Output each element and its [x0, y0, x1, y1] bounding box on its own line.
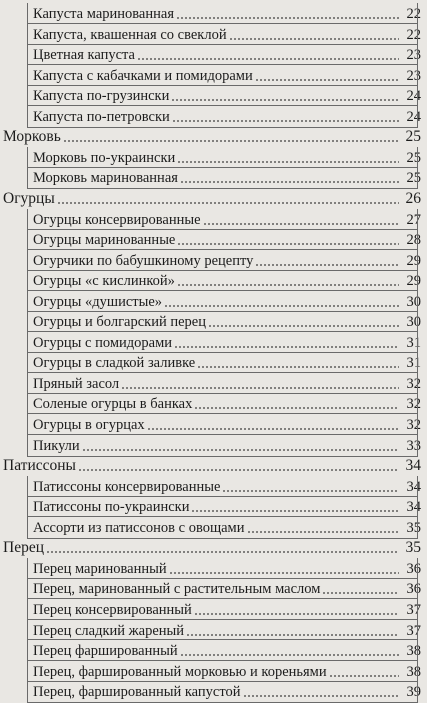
- toc-entry: [0, 639, 427, 659]
- page-number: 24: [406, 88, 421, 105]
- page-number: 34: [405, 457, 421, 475]
- page-number: 23: [406, 47, 421, 64]
- entry-title: Морковь маринованная: [33, 170, 178, 187]
- toc-entry: [0, 208, 427, 228]
- entry-title: Огурчики по бабушкиному рецепту: [33, 252, 254, 269]
- dot-leader: [46, 551, 399, 553]
- dot-leader: [203, 223, 399, 225]
- toc-entry: [0, 619, 427, 639]
- toc-section-entry: [0, 187, 427, 207]
- toc-entry: [0, 495, 427, 515]
- toc-entry: [0, 660, 427, 680]
- page-number: 27: [406, 211, 421, 228]
- dot-leader: [194, 407, 399, 409]
- dot-leader: [63, 140, 399, 142]
- toc-entry: [0, 310, 427, 330]
- toc-entry: [0, 64, 427, 84]
- page-number: 28: [406, 232, 421, 249]
- entry-title: Капуста с кабачками и помидорами: [33, 67, 253, 84]
- entry-title: Патиссоны: [3, 457, 76, 475]
- page-number: 26: [405, 189, 421, 207]
- entry-title: Капуста по-петровски: [33, 108, 170, 125]
- toc-entry: [0, 577, 427, 597]
- dot-leader: [78, 469, 399, 471]
- dot-leader: [229, 38, 399, 40]
- toc-entry: [0, 146, 427, 166]
- toc-entry: [0, 228, 427, 248]
- page-number: 29: [406, 273, 421, 290]
- page-number: 25: [406, 149, 421, 166]
- entry-title: Огурцы «душистые»: [33, 293, 163, 310]
- page-number: 23: [406, 67, 421, 84]
- entry-title: Перец: [3, 539, 44, 557]
- page-number: 37: [406, 601, 421, 618]
- dot-leader: [222, 490, 399, 492]
- toc-entry: [0, 249, 427, 269]
- page-number: 29: [406, 252, 421, 269]
- toc-entry: [0, 392, 427, 412]
- entry-title: Огурцы в сладкой заливке: [33, 355, 196, 372]
- dot-leader: [322, 592, 399, 594]
- dot-leader: [172, 120, 399, 122]
- page-number: 25: [406, 170, 421, 187]
- entry-title: Соленые огурцы в банках: [33, 396, 193, 413]
- page-number: 37: [406, 622, 421, 639]
- dot-leader: [191, 510, 399, 512]
- entry-title: Перец фаршированный: [33, 643, 178, 660]
- page-number: 31: [406, 355, 421, 372]
- dot-leader: [197, 366, 399, 368]
- toc-entry: [0, 516, 427, 536]
- toc-entry: [0, 105, 427, 125]
- dot-leader: [82, 449, 399, 451]
- entry-title: Огурцы с помидорами: [33, 334, 173, 351]
- toc-entry: [0, 269, 427, 289]
- dot-leader: [243, 695, 399, 697]
- toc-entry: [0, 43, 427, 63]
- dot-leader: [171, 99, 399, 101]
- toc-section-entry: [0, 125, 427, 145]
- dot-leader: [176, 17, 399, 19]
- page-number: 22: [406, 26, 421, 43]
- entry-title: Морковь: [3, 128, 61, 146]
- dot-leader: [186, 634, 399, 636]
- entry-title: Патиссоны по-украински: [33, 499, 190, 516]
- toc-entry: [0, 84, 427, 104]
- dot-leader: [174, 346, 399, 348]
- page-number: 24: [406, 108, 421, 125]
- entry-title: Перец, фаршированный капустой: [33, 684, 241, 701]
- entry-title: Капуста по-грузински: [33, 88, 170, 105]
- entry-title: Огурцы в огурцах: [33, 417, 145, 433]
- dot-leader: [255, 264, 399, 266]
- dot-leader: [121, 387, 399, 389]
- toc-section-entry: [0, 454, 427, 474]
- page-number: 25: [405, 128, 421, 146]
- toc-entry: [0, 557, 427, 577]
- dot-leader: [180, 181, 399, 183]
- toc-entry: [0, 475, 427, 495]
- dot-leader: [137, 58, 399, 60]
- dot-leader: [177, 284, 399, 286]
- page-number: 22: [406, 6, 421, 22]
- page-number: 32: [406, 396, 421, 413]
- dot-leader: [180, 654, 399, 656]
- entry-title: Ассорти из патиссонов с овощами: [33, 519, 245, 536]
- entry-title: Перец, маринованный с растительным маслом: [33, 581, 321, 598]
- entry-title: Патиссоны консервированные: [33, 478, 221, 495]
- toc-entry: [0, 331, 427, 351]
- page-number: 30: [406, 293, 421, 310]
- entry-title: Капуста, квашенная со свеклой: [33, 26, 227, 43]
- page-number: 31: [406, 334, 421, 351]
- dot-leader: [255, 79, 399, 81]
- page-number: 34: [406, 499, 421, 516]
- dot-leader: [194, 613, 399, 615]
- toc-entry: [0, 598, 427, 618]
- entry-title: Пикули: [33, 437, 80, 454]
- entry-title: Огурцы маринованные: [33, 232, 176, 249]
- page-number: 33: [406, 437, 421, 454]
- toc-entry: [0, 290, 427, 310]
- dot-leader: [164, 305, 399, 307]
- toc-entry: [0, 372, 427, 392]
- toc-entry: [0, 434, 427, 454]
- page-number: 38: [406, 663, 421, 680]
- page-number: 36: [406, 560, 421, 577]
- dot-leader: [208, 325, 399, 327]
- entry-title: Цветная капуста: [33, 47, 135, 64]
- dot-leader: [147, 428, 399, 430]
- toc-entry: [0, 413, 427, 433]
- dot-leader: [247, 531, 400, 533]
- toc-entry: [0, 351, 427, 371]
- entry-title: Огурцы «с кислинкой»: [33, 273, 175, 290]
- entry-title: Морковь по-украински: [33, 149, 176, 166]
- entry-title: Огурцы: [3, 189, 55, 207]
- toc-entry: [0, 23, 427, 43]
- toc-entry: [0, 2, 427, 22]
- page-number: 38: [406, 643, 421, 660]
- entry-title: Капуста маринованная: [33, 6, 174, 22]
- toc-entry: [0, 680, 427, 700]
- toc-section-entry: [0, 536, 427, 556]
- page-number: 34: [406, 478, 421, 495]
- entry-title: Перец консервированный: [33, 601, 192, 618]
- dot-leader: [177, 243, 399, 245]
- entry-title: Перец маринованный: [33, 560, 167, 577]
- entry-title: Перец сладкий жареный: [33, 622, 185, 639]
- entry-title: Огурцы консервированные: [33, 211, 201, 228]
- page-number: 32: [406, 417, 421, 433]
- page-number: 35: [405, 539, 421, 557]
- page-number: 36: [406, 581, 421, 598]
- dot-leader: [169, 572, 399, 574]
- entry-title: Пряный засол: [33, 375, 120, 392]
- page-number: 39: [406, 684, 421, 701]
- page-number: 35: [406, 519, 421, 536]
- page-number: 30: [406, 314, 421, 331]
- toc-entry: [0, 166, 427, 186]
- dot-leader: [329, 675, 399, 677]
- entry-title: Огурцы и болгарский перец: [33, 314, 207, 331]
- dot-leader: [57, 202, 399, 204]
- entry-title: Перец, фаршированный морковью и кореньями: [33, 663, 327, 680]
- dot-leader: [177, 161, 399, 163]
- page-number: 32: [406, 375, 421, 392]
